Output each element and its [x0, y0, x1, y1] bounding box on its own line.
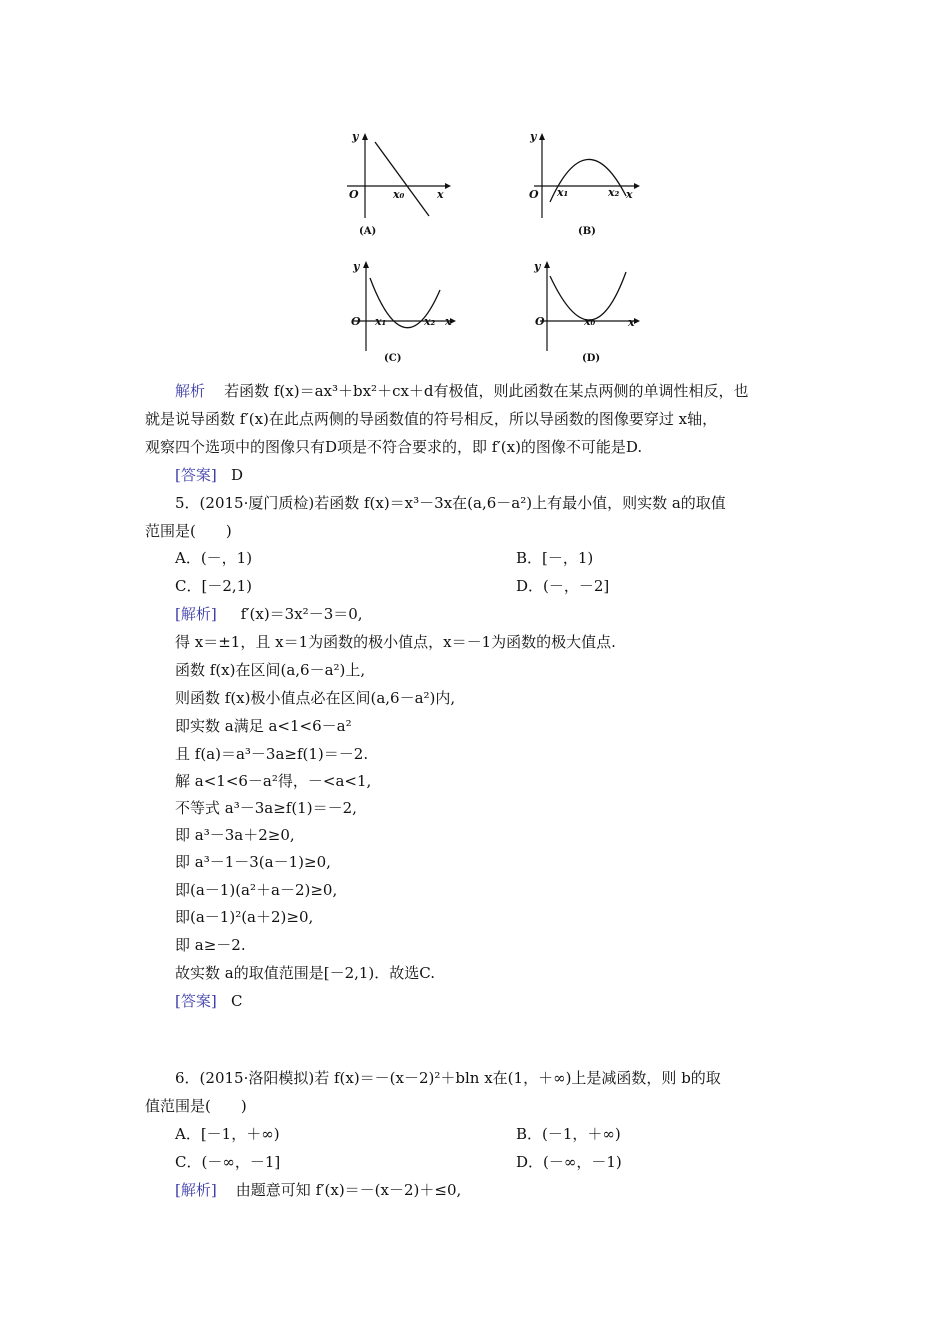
- q4-answer-label: [答案]: [175, 466, 217, 484]
- graph-c-caption: (C): [384, 353, 402, 364]
- graph-c: [340, 256, 460, 368]
- q5-step-13: 故实数 a的取值范围是[－2,1)．故选C.: [175, 964, 435, 982]
- q5-step-5: 且 f(a)＝a³－3a≥f(1)＝－2.: [175, 745, 369, 763]
- q6-analysis-label: [解析]: [175, 1181, 217, 1199]
- q4-analysis-line-2: 就是说导函数 f′(x)在此点两侧的导函数值的符号相反，所以导函数的图像要穿过 x轴，: [145, 410, 718, 428]
- q4-analysis-label: 解析: [175, 382, 206, 400]
- q5-analysis-line: [175, 604, 363, 624]
- q4-analysis-line-1: [175, 381, 749, 401]
- graph-b-caption: (B): [578, 226, 596, 237]
- graph-a-y-label: y: [352, 130, 359, 143]
- q5-step-11: 即(a－1)²(a＋2)≥0,: [175, 908, 314, 926]
- q6-analysis-line: [175, 1180, 461, 1200]
- graph-c-x-label: x: [445, 315, 452, 328]
- q6-option-c: C．(－∞，－1]: [175, 1153, 281, 1171]
- graph-b-x2-label: x₂: [608, 186, 620, 199]
- q5-step-7: 不等式 a³－3a≥f(1)＝－2,: [175, 799, 357, 817]
- graph-d: [530, 256, 650, 368]
- graph-c-origin-label: O: [351, 315, 361, 328]
- q6-analysis-text: 由题意可知 f′(x)＝－(x－2)＋≤0,: [235, 1181, 462, 1199]
- q6-option-a: A．[－1，＋∞): [175, 1125, 280, 1143]
- q6-option-d: D．(－∞，－1): [516, 1153, 622, 1171]
- graph-c-x1-label: x₁: [375, 315, 387, 328]
- q6-option-b: B．(－1，＋∞): [516, 1125, 621, 1143]
- graph-a-x0-label: x₀: [393, 188, 405, 201]
- q5-step-2: 函数 f(x)在区间(a,6－a²)上,: [175, 661, 366, 679]
- q5-stem-line-2: 范围是( ): [145, 522, 232, 540]
- q5-step-12: 即 a≥－2.: [175, 936, 246, 954]
- q5-step-9: 即 a³－1－3(a－1)≥0,: [175, 853, 331, 871]
- graph-d-origin-label: O: [535, 315, 545, 328]
- graph-c-x2-label: x₂: [424, 315, 436, 328]
- graph-a-x-label: x: [437, 188, 444, 201]
- q5-step-6: 解 a<1<6－a²得，－<a<1,: [175, 772, 372, 790]
- q4-answer: D: [231, 466, 244, 484]
- q5-answer-line: [175, 991, 243, 1011]
- q5-option-d: D．(－，－2]: [516, 577, 610, 595]
- q5-answer: C: [231, 992, 243, 1010]
- q5-option-c: C．[－2,1): [175, 577, 253, 595]
- graph-d-y-label: y: [534, 260, 541, 273]
- q5-step-10: 即(a－1)(a²＋a－2)≥0,: [175, 881, 338, 899]
- q4-analysis-line-3: 观察四个选项中的图像只有D项是不符合要求的，即 f′(x)的图像不可能是D.: [145, 438, 643, 456]
- graph-b-y-label: y: [530, 130, 537, 143]
- graph-b-x1-label: x₁: [557, 186, 569, 199]
- graph-a-caption: (A): [359, 226, 377, 237]
- q6-stem-line-2: 值范围是( ): [145, 1097, 247, 1115]
- q5-step-0: f′(x)＝3x²－3＝0,: [240, 605, 363, 623]
- graph-b: [524, 128, 644, 240]
- graph-d-caption: (D): [582, 353, 601, 364]
- q5-step-3: 则函数 f(x)极小值点必在区间(a,6－a²)内,: [175, 689, 456, 707]
- graph-d-x0-label: x₀: [584, 315, 596, 328]
- graph-b-x-label: x: [626, 188, 633, 201]
- graph-c-y-label: y: [353, 260, 360, 273]
- q5-analysis-label: [解析]: [175, 605, 217, 623]
- q5-step-1: 得 x＝±1，且 x＝1为函数的极小值点，x＝－1为函数的极大值点.: [175, 633, 616, 651]
- q5-option-a: A．(－，1): [175, 549, 253, 567]
- graph-a-origin-label: O: [349, 188, 359, 201]
- q5-step-8: 即 a³－3a＋2≥0,: [175, 826, 295, 844]
- q5-step-4: 即实数 a满足 a<1<6－a²: [175, 717, 352, 735]
- q5-answer-label: [答案]: [175, 992, 217, 1010]
- graph-d-x-label: x: [628, 316, 635, 329]
- graph-a: [335, 128, 455, 240]
- q4-answer-line: [175, 465, 243, 485]
- q5-stem-line-1: 5．(2015·厦门质检)若函数 f(x)＝x³－3x在(a,6－a²)上有最小值，则实数 a的取值: [175, 494, 726, 512]
- graph-b-origin-label: O: [529, 188, 539, 201]
- q5-option-b: B．[－，1): [516, 549, 594, 567]
- q6-stem-line-1: 6．(2015·洛阳模拟)若 f(x)＝－(x－2)²＋bln x在(1，＋∞)上是减函数，则 b的取: [175, 1069, 721, 1087]
- q4-analysis-text-1: 若函数 f(x)＝ax³＋bx²＋cx＋d有极值，则此函数在某点两侧的单调性相反，也: [224, 382, 749, 400]
